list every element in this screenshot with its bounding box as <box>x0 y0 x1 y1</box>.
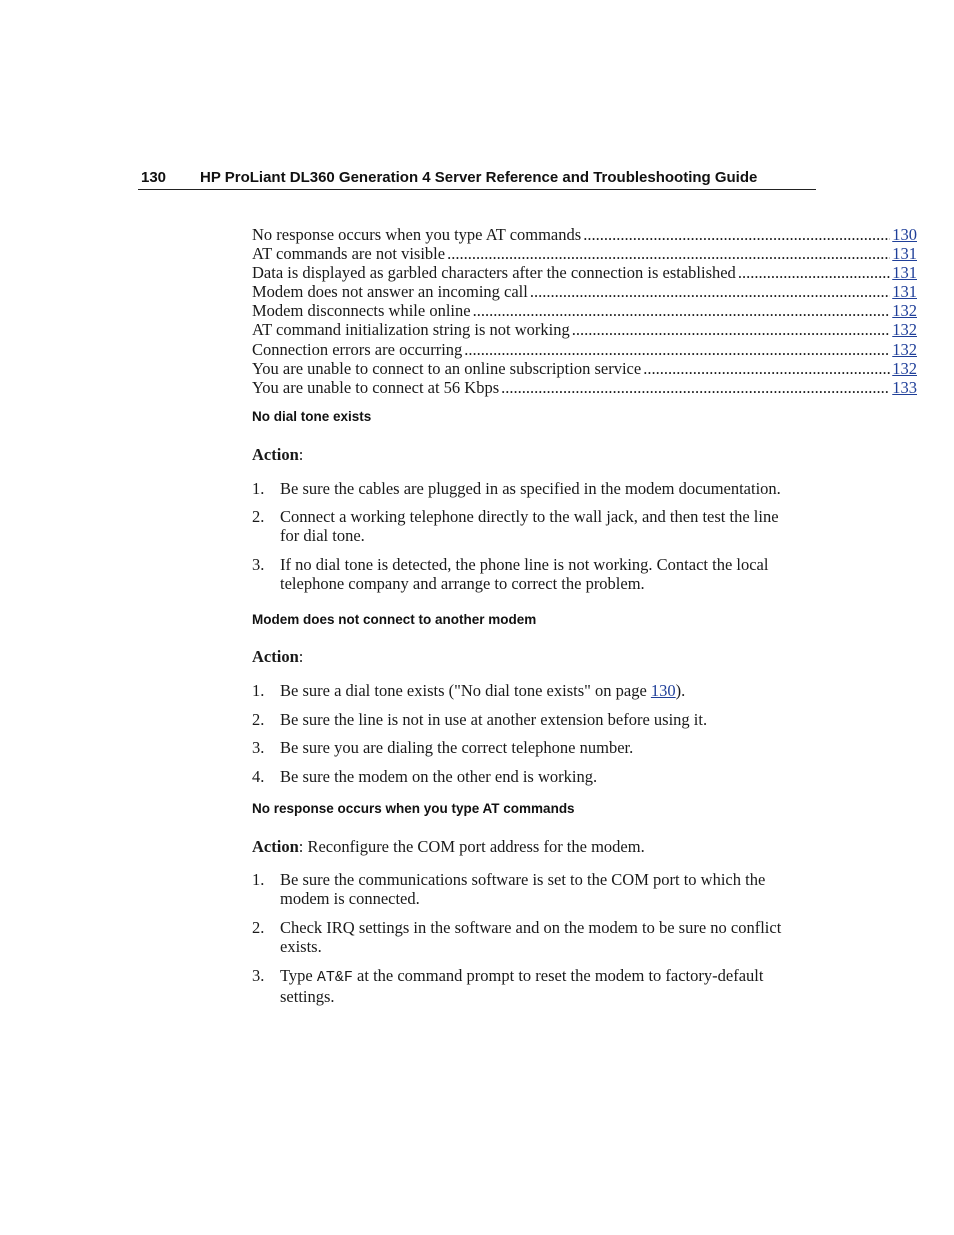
list-item: 1. Be sure a dial tone exists ("No dial tone exists" on page 130). <box>252 681 686 700</box>
toc-page-link[interactable]: 132 <box>892 339 917 359</box>
steps-list-no-response <box>252 870 812 1006</box>
steps-list-no-dial-tone <box>252 479 812 593</box>
toc-entry <box>252 225 917 244</box>
toc-page-link[interactable]: 132 <box>892 320 917 340</box>
toc-page-link[interactable]: 133 <box>892 377 917 397</box>
toc-entry-text: Data is displayed as garbled characters after the connection is established <box>252 263 736 283</box>
toc-entry-text: No response occurs when you type AT commands <box>252 225 582 244</box>
section-heading-no-response: No response occurs when you type AT commands <box>252 801 575 816</box>
document-title: HP ProLiant DL360 Generation 4 Server Reference and Troubleshooting Guide <box>200 169 758 186</box>
list-item: 2. Check IRQ settings in the software and on the modem to be sure no conflict exists. <box>252 918 782 956</box>
toc-entry-text: Modem disconnects while online <box>252 301 471 321</box>
list-item: 3. Type AT&F at the command prompt to reset the modem to factory-default settings. <box>252 966 764 1006</box>
steps-list-modem-connect <box>252 681 812 786</box>
toc-entry <box>252 301 917 320</box>
action-label: Action: <box>252 647 304 666</box>
toc-entry <box>252 244 917 263</box>
toc-entry-text: Modem does not answer an incoming call <box>252 282 528 302</box>
toc-leader <box>530 282 890 301</box>
toc-leader <box>738 263 890 282</box>
running-header <box>138 168 816 190</box>
toc-entry <box>252 263 917 282</box>
toc-entry <box>252 340 917 359</box>
toc-leader <box>473 301 891 320</box>
toc-entry <box>252 359 917 378</box>
toc-leader <box>464 340 890 359</box>
toc-page-link[interactable]: 132 <box>892 301 917 321</box>
list-item: 3. Be sure you are dialing the correct telephone number. <box>252 738 634 757</box>
toc-entry-text: AT commands are not visible <box>252 244 446 264</box>
toc-page-link[interactable]: 131 <box>892 244 917 264</box>
toc-leader <box>583 225 890 244</box>
action-text: Action: Reconfigure the COM port address for the modem. <box>252 837 645 856</box>
code-at-f: AT&F <box>316 969 353 986</box>
toc-entry <box>252 320 917 339</box>
toc-page-link[interactable]: 131 <box>892 263 917 283</box>
toc-entry <box>252 378 917 397</box>
section-heading-no-dial-tone: No dial tone exists <box>252 409 372 424</box>
toc-leader <box>572 320 891 339</box>
list-item: 1. Be sure the cables are plugged in as specified in the modem documentation. <box>252 479 781 498</box>
action-label: Action: <box>252 445 304 464</box>
toc-page-link[interactable]: 132 <box>892 358 917 378</box>
toc-leader <box>501 378 890 397</box>
toc-page-link[interactable]: 131 <box>892 282 917 302</box>
list-item: 2. Be sure the line is not in use at another extension before using it. <box>252 709 708 729</box>
toc-page-link[interactable]: 130 <box>892 225 917 244</box>
list-item: 1. Be sure the communications software is set to the COM port to which the modem is connected. <box>252 870 766 908</box>
list-item: 4. Be sure the modem on the other end is working. <box>252 766 598 786</box>
toc-leader <box>447 244 890 263</box>
toc-entry-text: You are unable to connect to an online subscription service <box>252 358 642 378</box>
section-heading-modem-connect: Modem does not connect to another modem <box>252 612 537 627</box>
toc-entry-text: Connection errors are occurring <box>252 339 463 359</box>
list-item: 2. Connect a working telephone directly to the wall jack, and then test the line for dial tone. <box>252 507 779 545</box>
toc-entry-text: You are unable to connect at 56 Kbps <box>252 377 500 397</box>
toc-entry <box>252 282 917 301</box>
list-item: 3. If no dial tone is detected, the phone line is not working. Contact the local telephone company and arrange to correct the problem. <box>252 555 769 593</box>
page-number: 130 <box>141 169 167 186</box>
table-of-contents <box>252 225 917 397</box>
toc-leader <box>643 359 890 378</box>
toc-entry-text: AT command initialization string is not working <box>252 320 570 340</box>
page-link[interactable]: 130 <box>650 681 676 700</box>
